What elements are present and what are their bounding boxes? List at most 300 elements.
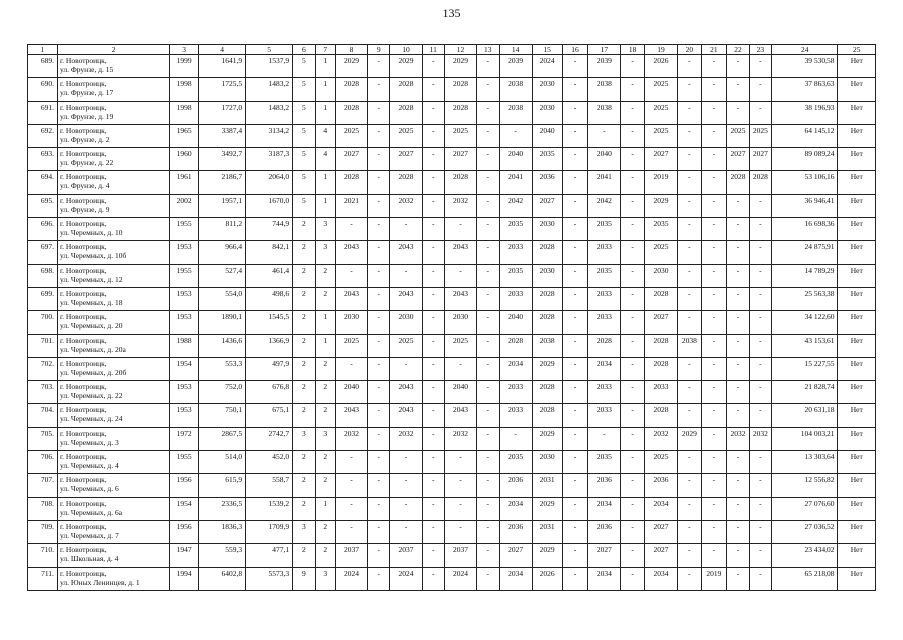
cell-col-24: 12 556,82 bbox=[772, 474, 838, 497]
column-header-11: 11 bbox=[422, 45, 444, 55]
address-cell bbox=[57, 381, 169, 404]
cell-col-21: - bbox=[701, 148, 727, 171]
cell-col-7: 3 bbox=[315, 218, 335, 241]
cell-col-19: 2025 bbox=[644, 124, 677, 147]
cell-col-11: - bbox=[422, 287, 444, 310]
cell-col-21: - bbox=[701, 357, 727, 380]
address-street: ул. Черемных, д. 6а bbox=[59, 507, 123, 517]
column-header-17: 17 bbox=[588, 45, 621, 55]
cell-col-17: - bbox=[588, 427, 621, 450]
cell-col-8: 2024 bbox=[335, 567, 367, 590]
cell-col-15: 2029 bbox=[532, 544, 562, 567]
cell-col-15: 2030 bbox=[532, 451, 562, 474]
table-row bbox=[28, 357, 876, 380]
cell-col-23: - bbox=[749, 474, 771, 497]
cell-col-9: - bbox=[368, 474, 390, 497]
column-header-21: 21 bbox=[701, 45, 727, 55]
cell-col-22: - bbox=[727, 404, 749, 427]
column-header-14: 14 bbox=[499, 45, 532, 55]
cell-col-9: - bbox=[368, 497, 390, 520]
row-number: 691. bbox=[28, 101, 58, 124]
cell-col-25: Нет bbox=[838, 148, 876, 171]
cell-col-3: 1953 bbox=[170, 287, 199, 310]
cell-col-5: 558,7 bbox=[246, 474, 293, 497]
address-cell bbox=[57, 334, 169, 357]
cell-col-25: Нет bbox=[838, 520, 876, 543]
cell-col-16: - bbox=[562, 241, 588, 264]
cell-col-24: 24 875,91 bbox=[772, 241, 838, 264]
cell-col-7: 1 bbox=[315, 497, 335, 520]
address-cell bbox=[57, 55, 169, 78]
cell-col-3: 1972 bbox=[170, 427, 199, 450]
address-city: г. Новотроицк, bbox=[59, 172, 107, 182]
cell-col-8: 2032 bbox=[335, 427, 367, 450]
cell-col-4: 1725,5 bbox=[199, 78, 246, 101]
cell-col-14: 2041 bbox=[499, 171, 532, 194]
cell-col-14: 2042 bbox=[499, 194, 532, 217]
cell-col-9: - bbox=[368, 381, 390, 404]
cell-col-14: 2034 bbox=[499, 567, 532, 590]
cell-col-4: 527,4 bbox=[199, 264, 246, 287]
cell-col-16: - bbox=[562, 311, 588, 334]
column-header-16: 16 bbox=[562, 45, 588, 55]
cell-col-25: Нет bbox=[838, 567, 876, 590]
cell-col-14: - bbox=[499, 427, 532, 450]
cell-col-10: 2032 bbox=[390, 194, 422, 217]
cell-col-22: - bbox=[727, 194, 749, 217]
cell-col-18: - bbox=[621, 78, 645, 101]
cell-col-18: - bbox=[621, 287, 645, 310]
address-street: ул. Школьная, д. 4 bbox=[59, 554, 119, 564]
cell-col-3: 1953 bbox=[170, 241, 199, 264]
address-city: г. Новотроицк, bbox=[59, 102, 107, 112]
table-row bbox=[28, 311, 876, 334]
cell-col-13: - bbox=[477, 194, 499, 217]
cell-col-14: 2038 bbox=[499, 78, 532, 101]
cell-col-14: 2033 bbox=[499, 287, 532, 310]
address-city: г. Новотроицк, bbox=[59, 358, 107, 368]
cell-col-12: - bbox=[445, 497, 477, 520]
cell-col-10: 2037 bbox=[390, 544, 422, 567]
cell-col-3: 1956 bbox=[170, 474, 199, 497]
cell-col-5: 497,9 bbox=[246, 357, 293, 380]
cell-col-8: - bbox=[335, 264, 367, 287]
cell-col-17: 2038 bbox=[588, 78, 621, 101]
cell-col-9: - bbox=[368, 520, 390, 543]
cell-col-8: 2025 bbox=[335, 124, 367, 147]
cell-col-11: - bbox=[422, 241, 444, 264]
cell-col-24: 20 631,18 bbox=[772, 404, 838, 427]
cell-col-16: - bbox=[562, 287, 588, 310]
table-row bbox=[28, 497, 876, 520]
cell-col-7: 2 bbox=[315, 451, 335, 474]
cell-col-5: 1539,2 bbox=[246, 497, 293, 520]
cell-col-10: - bbox=[390, 520, 422, 543]
address-city: г. Новотроицк, bbox=[59, 265, 107, 275]
cell-col-16: - bbox=[562, 55, 588, 78]
cell-col-22: 2032 bbox=[727, 427, 749, 450]
cell-col-13: - bbox=[477, 311, 499, 334]
cell-col-10: - bbox=[390, 474, 422, 497]
cell-col-22: - bbox=[727, 218, 749, 241]
cell-col-15: 2030 bbox=[532, 264, 562, 287]
cell-col-9: - bbox=[368, 171, 390, 194]
cell-col-24: 39 530,58 bbox=[772, 55, 838, 78]
cell-col-15: 2028 bbox=[532, 404, 562, 427]
cell-col-9: - bbox=[368, 194, 390, 217]
address-cell bbox=[57, 427, 169, 450]
cell-col-12: 2030 bbox=[445, 311, 477, 334]
cell-col-20: - bbox=[678, 567, 702, 590]
cell-col-11: - bbox=[422, 357, 444, 380]
table-row bbox=[28, 241, 876, 264]
cell-col-6: 5 bbox=[293, 78, 315, 101]
cell-col-19: 2032 bbox=[644, 427, 677, 450]
cell-col-9: - bbox=[368, 544, 390, 567]
address-street: ул. Черемных, д. 18 bbox=[59, 297, 123, 307]
cell-col-25: Нет bbox=[838, 357, 876, 380]
table-row bbox=[28, 474, 876, 497]
cell-col-8: 2028 bbox=[335, 78, 367, 101]
address-city: г. Новотроицк, bbox=[59, 79, 107, 89]
address-cell bbox=[57, 404, 169, 427]
column-header-6: 6 bbox=[293, 45, 315, 55]
cell-col-17: 2034 bbox=[588, 567, 621, 590]
cell-col-18: - bbox=[621, 311, 645, 334]
cell-col-25: Нет bbox=[838, 381, 876, 404]
cell-col-16: - bbox=[562, 427, 588, 450]
cell-col-11: - bbox=[422, 520, 444, 543]
row-number: 689. bbox=[28, 55, 58, 78]
cell-col-21: - bbox=[701, 101, 727, 124]
cell-col-19: 2025 bbox=[644, 78, 677, 101]
cell-col-23: - bbox=[749, 567, 771, 590]
cell-col-7: 3 bbox=[315, 567, 335, 590]
table-row bbox=[28, 264, 876, 287]
cell-col-25: Нет bbox=[838, 334, 876, 357]
cell-col-6: 2 bbox=[293, 218, 315, 241]
cell-col-24: 27 036,52 bbox=[772, 520, 838, 543]
cell-col-21: - bbox=[701, 78, 727, 101]
cell-col-15: 2038 bbox=[532, 334, 562, 357]
column-header-2: 2 bbox=[57, 45, 169, 55]
cell-col-9: - bbox=[368, 357, 390, 380]
cell-col-16: - bbox=[562, 148, 588, 171]
row-number: 690. bbox=[28, 78, 58, 101]
cell-col-21: - bbox=[701, 124, 727, 147]
cell-col-17: 2027 bbox=[588, 544, 621, 567]
cell-col-22: - bbox=[727, 241, 749, 264]
cell-col-21: - bbox=[701, 311, 727, 334]
cell-col-11: - bbox=[422, 124, 444, 147]
cell-col-25: Нет bbox=[838, 544, 876, 567]
cell-col-18: - bbox=[621, 567, 645, 590]
column-header-24: 24 bbox=[772, 45, 838, 55]
cell-col-11: - bbox=[422, 101, 444, 124]
table-row bbox=[28, 334, 876, 357]
address-city: г. Новотроицк, bbox=[59, 288, 107, 298]
cell-col-21: - bbox=[701, 287, 727, 310]
cell-col-10: 2043 bbox=[390, 381, 422, 404]
cell-col-9: - bbox=[368, 334, 390, 357]
cell-col-8: - bbox=[335, 218, 367, 241]
cell-col-17: 2040 bbox=[588, 148, 621, 171]
cell-col-6: 9 bbox=[293, 567, 315, 590]
cell-col-22: - bbox=[727, 520, 749, 543]
cell-col-18: - bbox=[621, 427, 645, 450]
cell-col-6: 2 bbox=[293, 334, 315, 357]
cell-col-10: 2028 bbox=[390, 78, 422, 101]
cell-col-24: 104 003,21 bbox=[772, 427, 838, 450]
cell-col-25: Нет bbox=[838, 311, 876, 334]
cell-col-14: 2033 bbox=[499, 241, 532, 264]
cell-col-4: 1436,6 bbox=[199, 334, 246, 357]
cell-col-6: 2 bbox=[293, 264, 315, 287]
row-number: 706. bbox=[28, 451, 58, 474]
cell-col-24: 37 863,63 bbox=[772, 78, 838, 101]
cell-col-22: - bbox=[727, 311, 749, 334]
column-header-13: 13 bbox=[477, 45, 499, 55]
cell-col-19: 2029 bbox=[644, 194, 677, 217]
row-number: 703. bbox=[28, 381, 58, 404]
cell-col-20: - bbox=[678, 78, 702, 101]
address-city: г. Новотроицк, bbox=[59, 475, 107, 485]
cell-col-23: - bbox=[749, 311, 771, 334]
cell-col-16: - bbox=[562, 218, 588, 241]
cell-col-4: 1727,0 bbox=[199, 101, 246, 124]
address-street: ул. Фрунзе, д. 2 bbox=[59, 134, 110, 144]
cell-col-12: - bbox=[445, 264, 477, 287]
cell-col-7: 2 bbox=[315, 287, 335, 310]
address-city: г. Новотроицк, bbox=[59, 149, 107, 159]
cell-col-23: - bbox=[749, 264, 771, 287]
address-street: ул. Черемных, д. 20 bbox=[59, 321, 123, 331]
cell-col-13: - bbox=[477, 427, 499, 450]
cell-col-9: - bbox=[368, 241, 390, 264]
cell-col-24: 43 153,61 bbox=[772, 334, 838, 357]
cell-col-7: 4 bbox=[315, 148, 335, 171]
cell-col-15: 2029 bbox=[532, 497, 562, 520]
cell-col-19: 2027 bbox=[644, 311, 677, 334]
cell-col-10: 2027 bbox=[390, 148, 422, 171]
cell-col-17: 2042 bbox=[588, 194, 621, 217]
address-cell bbox=[57, 567, 169, 590]
cell-col-4: 2867,5 bbox=[199, 427, 246, 450]
cell-col-3: 1956 bbox=[170, 520, 199, 543]
cell-col-11: - bbox=[422, 567, 444, 590]
column-header-18: 18 bbox=[621, 45, 645, 55]
cell-col-13: - bbox=[477, 287, 499, 310]
cell-col-19: 2019 bbox=[644, 171, 677, 194]
address-street: ул. Черемных, д. 22 bbox=[59, 391, 123, 401]
cell-col-17: 2034 bbox=[588, 357, 621, 380]
table-row bbox=[28, 287, 876, 310]
cell-col-13: - bbox=[477, 520, 499, 543]
address-city: г. Новотроицк, bbox=[59, 452, 107, 462]
address-street: ул. Черемных, д. 20а bbox=[59, 344, 126, 354]
table-row bbox=[28, 451, 876, 474]
cell-col-20: - bbox=[678, 287, 702, 310]
cell-col-13: - bbox=[477, 497, 499, 520]
cell-col-21: - bbox=[701, 194, 727, 217]
row-number: 707. bbox=[28, 474, 58, 497]
cell-col-20: - bbox=[678, 357, 702, 380]
cell-col-18: - bbox=[621, 334, 645, 357]
cell-col-17: 2028 bbox=[588, 334, 621, 357]
address-street: ул. Черемных, д. 10 bbox=[59, 228, 123, 238]
table-row bbox=[28, 218, 876, 241]
cell-col-20: - bbox=[678, 124, 702, 147]
table-row bbox=[28, 381, 876, 404]
cell-col-4: 1641,9 bbox=[199, 55, 246, 78]
row-number: 701. bbox=[28, 334, 58, 357]
cell-col-19: 2025 bbox=[644, 101, 677, 124]
cell-col-22: - bbox=[727, 497, 749, 520]
cell-col-23: - bbox=[749, 241, 771, 264]
address-city: г. Новотроицк, bbox=[59, 568, 107, 578]
cell-col-20: - bbox=[678, 264, 702, 287]
cell-col-25: Нет bbox=[838, 55, 876, 78]
cell-col-5: 1670,0 bbox=[246, 194, 293, 217]
cell-col-12: 2040 bbox=[445, 381, 477, 404]
cell-col-14: 2034 bbox=[499, 497, 532, 520]
cell-col-13: - bbox=[477, 334, 499, 357]
cell-col-8: 2030 bbox=[335, 311, 367, 334]
address-city: г. Новотроицк, bbox=[59, 382, 107, 392]
column-header-22: 22 bbox=[727, 45, 749, 55]
cell-col-3: 1954 bbox=[170, 497, 199, 520]
cell-col-6: 2 bbox=[293, 497, 315, 520]
cell-col-11: - bbox=[422, 497, 444, 520]
cell-col-21: 2019 bbox=[701, 567, 727, 590]
cell-col-15: 2030 bbox=[532, 78, 562, 101]
cell-col-25: Нет bbox=[838, 124, 876, 147]
cell-col-12: 2025 bbox=[445, 334, 477, 357]
cell-col-18: - bbox=[621, 404, 645, 427]
cell-col-13: - bbox=[477, 101, 499, 124]
cell-col-11: - bbox=[422, 218, 444, 241]
cell-col-15: 2040 bbox=[532, 124, 562, 147]
cell-col-24: 64 145,12 bbox=[772, 124, 838, 147]
cell-col-18: - bbox=[621, 357, 645, 380]
row-number: 697. bbox=[28, 241, 58, 264]
cell-col-24: 65 218,08 bbox=[772, 567, 838, 590]
cell-col-5: 676,8 bbox=[246, 381, 293, 404]
cell-col-19: 2025 bbox=[644, 241, 677, 264]
cell-col-4: 559,3 bbox=[199, 544, 246, 567]
cell-col-9: - bbox=[368, 78, 390, 101]
cell-col-9: - bbox=[368, 148, 390, 171]
cell-col-19: 2026 bbox=[644, 55, 677, 78]
cell-col-19: 2028 bbox=[644, 357, 677, 380]
cell-col-12: 2028 bbox=[445, 171, 477, 194]
cell-col-20: - bbox=[678, 404, 702, 427]
cell-col-8: 2037 bbox=[335, 544, 367, 567]
cell-col-20: - bbox=[678, 311, 702, 334]
cell-col-19: 2028 bbox=[644, 404, 677, 427]
cell-col-14: 2039 bbox=[499, 55, 532, 78]
cell-col-12: 2028 bbox=[445, 101, 477, 124]
cell-col-24: 27 076,60 bbox=[772, 497, 838, 520]
cell-col-8: - bbox=[335, 357, 367, 380]
cell-col-20: - bbox=[678, 241, 702, 264]
cell-col-10: 2028 bbox=[390, 171, 422, 194]
cell-col-9: - bbox=[368, 124, 390, 147]
cell-col-7: 1 bbox=[315, 334, 335, 357]
cell-col-14: 2033 bbox=[499, 381, 532, 404]
address-street: ул. Черемных, д. 10б bbox=[59, 251, 127, 261]
cell-col-16: - bbox=[562, 124, 588, 147]
cell-col-9: - bbox=[368, 218, 390, 241]
cell-col-20: - bbox=[678, 381, 702, 404]
column-header-12: 12 bbox=[445, 45, 477, 55]
cell-col-15: 2028 bbox=[532, 311, 562, 334]
cell-col-21: - bbox=[701, 334, 727, 357]
cell-col-20: - bbox=[678, 218, 702, 241]
cell-col-13: - bbox=[477, 78, 499, 101]
cell-col-25: Нет bbox=[838, 427, 876, 450]
cell-col-20: - bbox=[678, 148, 702, 171]
cell-col-21: - bbox=[701, 474, 727, 497]
cell-col-14: 2035 bbox=[499, 451, 532, 474]
address-city: г. Новотроицк, bbox=[59, 56, 107, 65]
cell-col-20: - bbox=[678, 101, 702, 124]
cell-col-13: - bbox=[477, 124, 499, 147]
cell-col-12: - bbox=[445, 218, 477, 241]
cell-col-5: 5573,3 bbox=[246, 567, 293, 590]
cell-col-9: - bbox=[368, 55, 390, 78]
cell-col-23: 2032 bbox=[749, 427, 771, 450]
cell-col-5: 2742,7 bbox=[246, 427, 293, 450]
cell-col-3: 1953 bbox=[170, 404, 199, 427]
address-cell bbox=[57, 124, 169, 147]
cell-col-11: - bbox=[422, 148, 444, 171]
cell-col-12: 2028 bbox=[445, 78, 477, 101]
cell-col-19: 2025 bbox=[644, 451, 677, 474]
table-row bbox=[28, 78, 876, 101]
cell-col-18: - bbox=[621, 381, 645, 404]
cell-col-16: - bbox=[562, 404, 588, 427]
address-cell bbox=[57, 171, 169, 194]
cell-col-4: 2336,5 bbox=[199, 497, 246, 520]
cell-col-21: - bbox=[701, 55, 727, 78]
table-row bbox=[28, 55, 876, 78]
cell-col-20: - bbox=[678, 451, 702, 474]
cell-col-7: 2 bbox=[315, 381, 335, 404]
cell-col-23: 2025 bbox=[749, 124, 771, 147]
cell-col-11: - bbox=[422, 171, 444, 194]
cell-col-8: 2027 bbox=[335, 148, 367, 171]
cell-col-16: - bbox=[562, 357, 588, 380]
cell-col-6: 5 bbox=[293, 148, 315, 171]
cell-col-13: - bbox=[477, 381, 499, 404]
address-city: г. Новотроицк, bbox=[59, 219, 107, 229]
cell-col-10: 2029 bbox=[390, 55, 422, 78]
cell-col-7: 1 bbox=[315, 311, 335, 334]
cell-col-24: 89 089,24 bbox=[772, 148, 838, 171]
cell-col-9: - bbox=[368, 264, 390, 287]
cell-col-3: 1994 bbox=[170, 567, 199, 590]
cell-col-23: - bbox=[749, 78, 771, 101]
cell-col-13: - bbox=[477, 474, 499, 497]
cell-col-23: - bbox=[749, 218, 771, 241]
cell-col-15: 2035 bbox=[532, 148, 562, 171]
column-header-4: 4 bbox=[199, 45, 246, 55]
cell-col-13: - bbox=[477, 241, 499, 264]
cell-col-20: - bbox=[678, 520, 702, 543]
cell-col-25: Нет bbox=[838, 194, 876, 217]
cell-col-6: 2 bbox=[293, 287, 315, 310]
